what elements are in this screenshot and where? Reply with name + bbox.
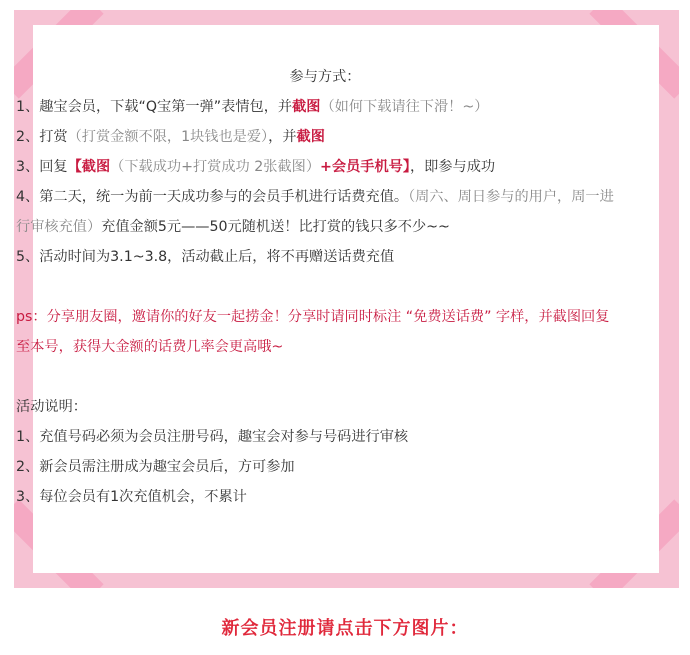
rule-item-4-text-2: 充值金额5元——50元随机送！比打赏的钱只多不少~~ xyxy=(101,219,450,235)
ps-note: ps：分享朋友圈，邀请你的好友一起捞金！分享时请同时标注 “免费送话费” 字样，并截图回复至本号，获得大金额的话费几率会更高哦~ xyxy=(16,309,610,355)
rule-item-2-highlight: 截图 xyxy=(296,129,325,145)
rule-item-1 xyxy=(16,92,616,122)
rule-item-4 xyxy=(16,182,616,242)
rule-item-2-text: 2、打赏 xyxy=(16,129,68,145)
note-item-2: 2、新会员需注册成为趣宝会员后，方可参加 xyxy=(16,459,295,475)
rule-item-3-note: （下载成功+打赏成功 2张截图） xyxy=(110,159,321,175)
note-item-1: 1、充值号码必须为会员注册号码，趣宝会对参与号码进行审核 xyxy=(16,429,409,445)
rule-item-2-note: （打赏金额不限，1块钱也是爱） xyxy=(67,129,269,145)
rule-item-5: 5、活动时间为3.1~3.8，活动截止后，将不再赠送话费充值 xyxy=(16,249,395,265)
note-item-3: 3、每位会员有1次充值机会，不累计 xyxy=(16,489,247,505)
register-prompt: 新会员注册请点击下方图片： xyxy=(221,618,469,639)
notes-title: 活动说明： xyxy=(16,399,87,415)
spacer xyxy=(16,272,616,302)
rule-item-3 xyxy=(16,152,616,182)
rule-item-1-note: （如何下载请往下滑！~） xyxy=(320,99,489,115)
rule-item-2 xyxy=(16,122,616,152)
rule-item-3-highlight-2: +会员手机号】 xyxy=(320,159,410,175)
spacer xyxy=(16,362,616,392)
rule-item-1-text: 1、趣宝会员，下载“Q宝第一弹”表情包，并 xyxy=(16,99,293,115)
rule-item-2-text-2: ，并 xyxy=(268,129,297,145)
article-body xyxy=(16,62,616,512)
rule-item-3-text: 3、回复 xyxy=(16,159,68,175)
rule-item-3-text-2: ，即参与成功 xyxy=(409,159,496,175)
rule-item-4-text: 4、第二天，统一为前一天成功参与的会员手机进行话费充值。 xyxy=(16,189,409,205)
rule-item-1-highlight: 截图 xyxy=(292,99,321,115)
section-heading-participation: 参与方式： xyxy=(289,69,361,85)
rule-item-3-highlight: 【截图 xyxy=(67,159,111,175)
rule-item-4-note: （周六、周日参与的用户，周一进行审核充值） xyxy=(16,189,614,235)
